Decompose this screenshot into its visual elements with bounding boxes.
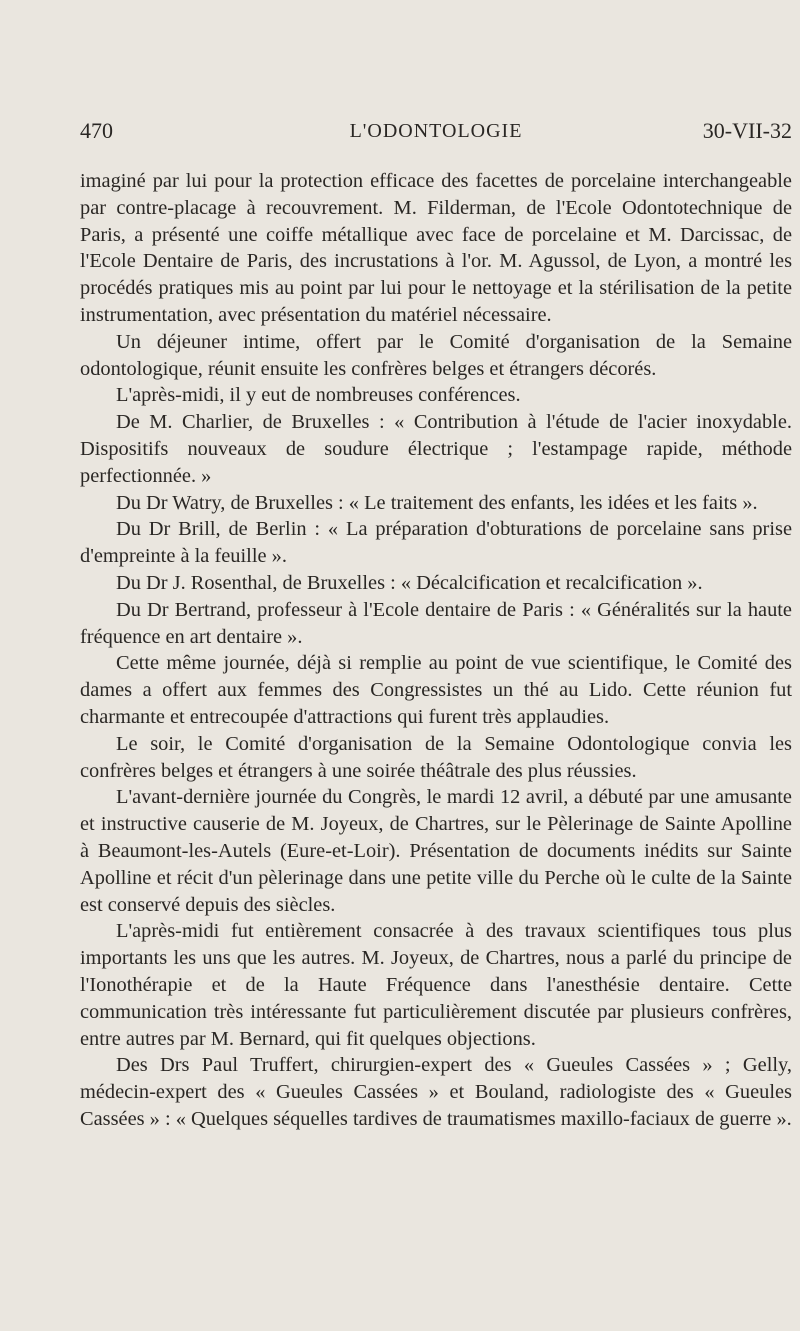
running-title: L'ODONTOLOGIE <box>349 120 523 142</box>
issue-date: 30-VII-32 <box>702 118 792 143</box>
paragraph: Un déjeuner intime, offert par le Comité d'organisation de la Semaine odontologique, réunit ensuite les confrères belges et étrangers décorés. <box>80 330 792 380</box>
body-text <box>80 168 792 1133</box>
paragraph: Du Dr Brill, de Berlin : « La préparation d'obturations de porcelaine sans prise d'empreinte à la feuille ». <box>80 518 792 568</box>
paragraph: Du Dr Watry, de Bruxelles : « Le traitement des enfants, les idées et les faits ». <box>116 491 758 514</box>
paragraph: L'après-midi, il y eut de nombreuses conférences. <box>116 384 521 407</box>
paragraph: L'après-midi fut entièrement consacrée à des travaux scientifiques tous plus importants les uns que les autres. M. Joyeux, de Chartres, nous a parlé du principe de l'Ionothérapie et de la Haute Fréquence dans l'anesthésie dentaire. Cette communication très intéressante fut particulièrement discutée par plusieurs confrères, entre autres par M. Bernard, qui fit quelques objections. <box>80 920 792 1050</box>
paragraph: Du Dr J. Rosenthal, de Bruxelles : « Décalcification et recalcification ». <box>116 571 703 594</box>
paragraph: L'avant-dernière journée du Congrès, le mardi 12 avril, a débuté par une amusante et instructive causerie de M. Joyeux, de Chartres, sur le Pèlerinage de Sainte Apolline à Beaumont-les-Autels (Eure-et-Loir). Présentation de documents inédits sur Sainte Apolline et récit d'un pèlerinage dans une petite ville du Perche où le culte de la Sainte est conservé depuis des siècles. <box>80 786 792 916</box>
page-number: 470 <box>80 118 113 143</box>
paragraph: Cette même journée, déjà si remplie au point de vue scientifique, le Comité des dames a offert aux femmes des Congressistes un thé au Lido. Cette réunion fut charmante et entrecoupée d'attractions qui furent très applaudies. <box>80 652 792 728</box>
paragraph: De M. Charlier, de Bruxelles : « Contribution à l'étude de l'acier inoxydable. Dispositifs nouveaux de soudure électrique ; l'estampage rapide, méthode perfectionnée. » <box>80 411 792 487</box>
page-header <box>80 118 792 148</box>
paragraph: Du Dr Bertrand, professeur à l'Ecole dentaire de Paris : « Généralités sur la haute fréquence en art dentaire ». <box>80 598 792 648</box>
paragraph: Le soir, le Comité d'organisation de la Semaine Odontologique convia les confrères belges et étrangers à une soirée théâtrale des plus réussies. <box>80 732 792 782</box>
paragraph: Des Drs Paul Truffert, chirurgien-expert des « Gueules Cassées » ; Gelly, médecin-expert des « Gueules Cassées » et Bouland, radiologiste des « Gueules Cassées » : « Quelques séquelles tardives de traumatismes maxillo-faciaux de guerre ». <box>80 1054 792 1130</box>
paragraph: imaginé par lui pour la protection efficace des facettes de porcelaine interchangeable par contre-placage à recouvrement. M. Filderman, de l'Ecole Odontotechnique de Paris, a présenté une coiffe métallique avec face de porcelaine et M. Darcissac, de l'Ecole Dentaire de Paris, des incrustations à l'or. M. Agussol, de Lyon, a montré les procédés pratiques mis au point par lui pour le nettoyage et la stérilisation de la petite instrumentation, avec présentation du matériel nécessaire. <box>80 170 792 326</box>
